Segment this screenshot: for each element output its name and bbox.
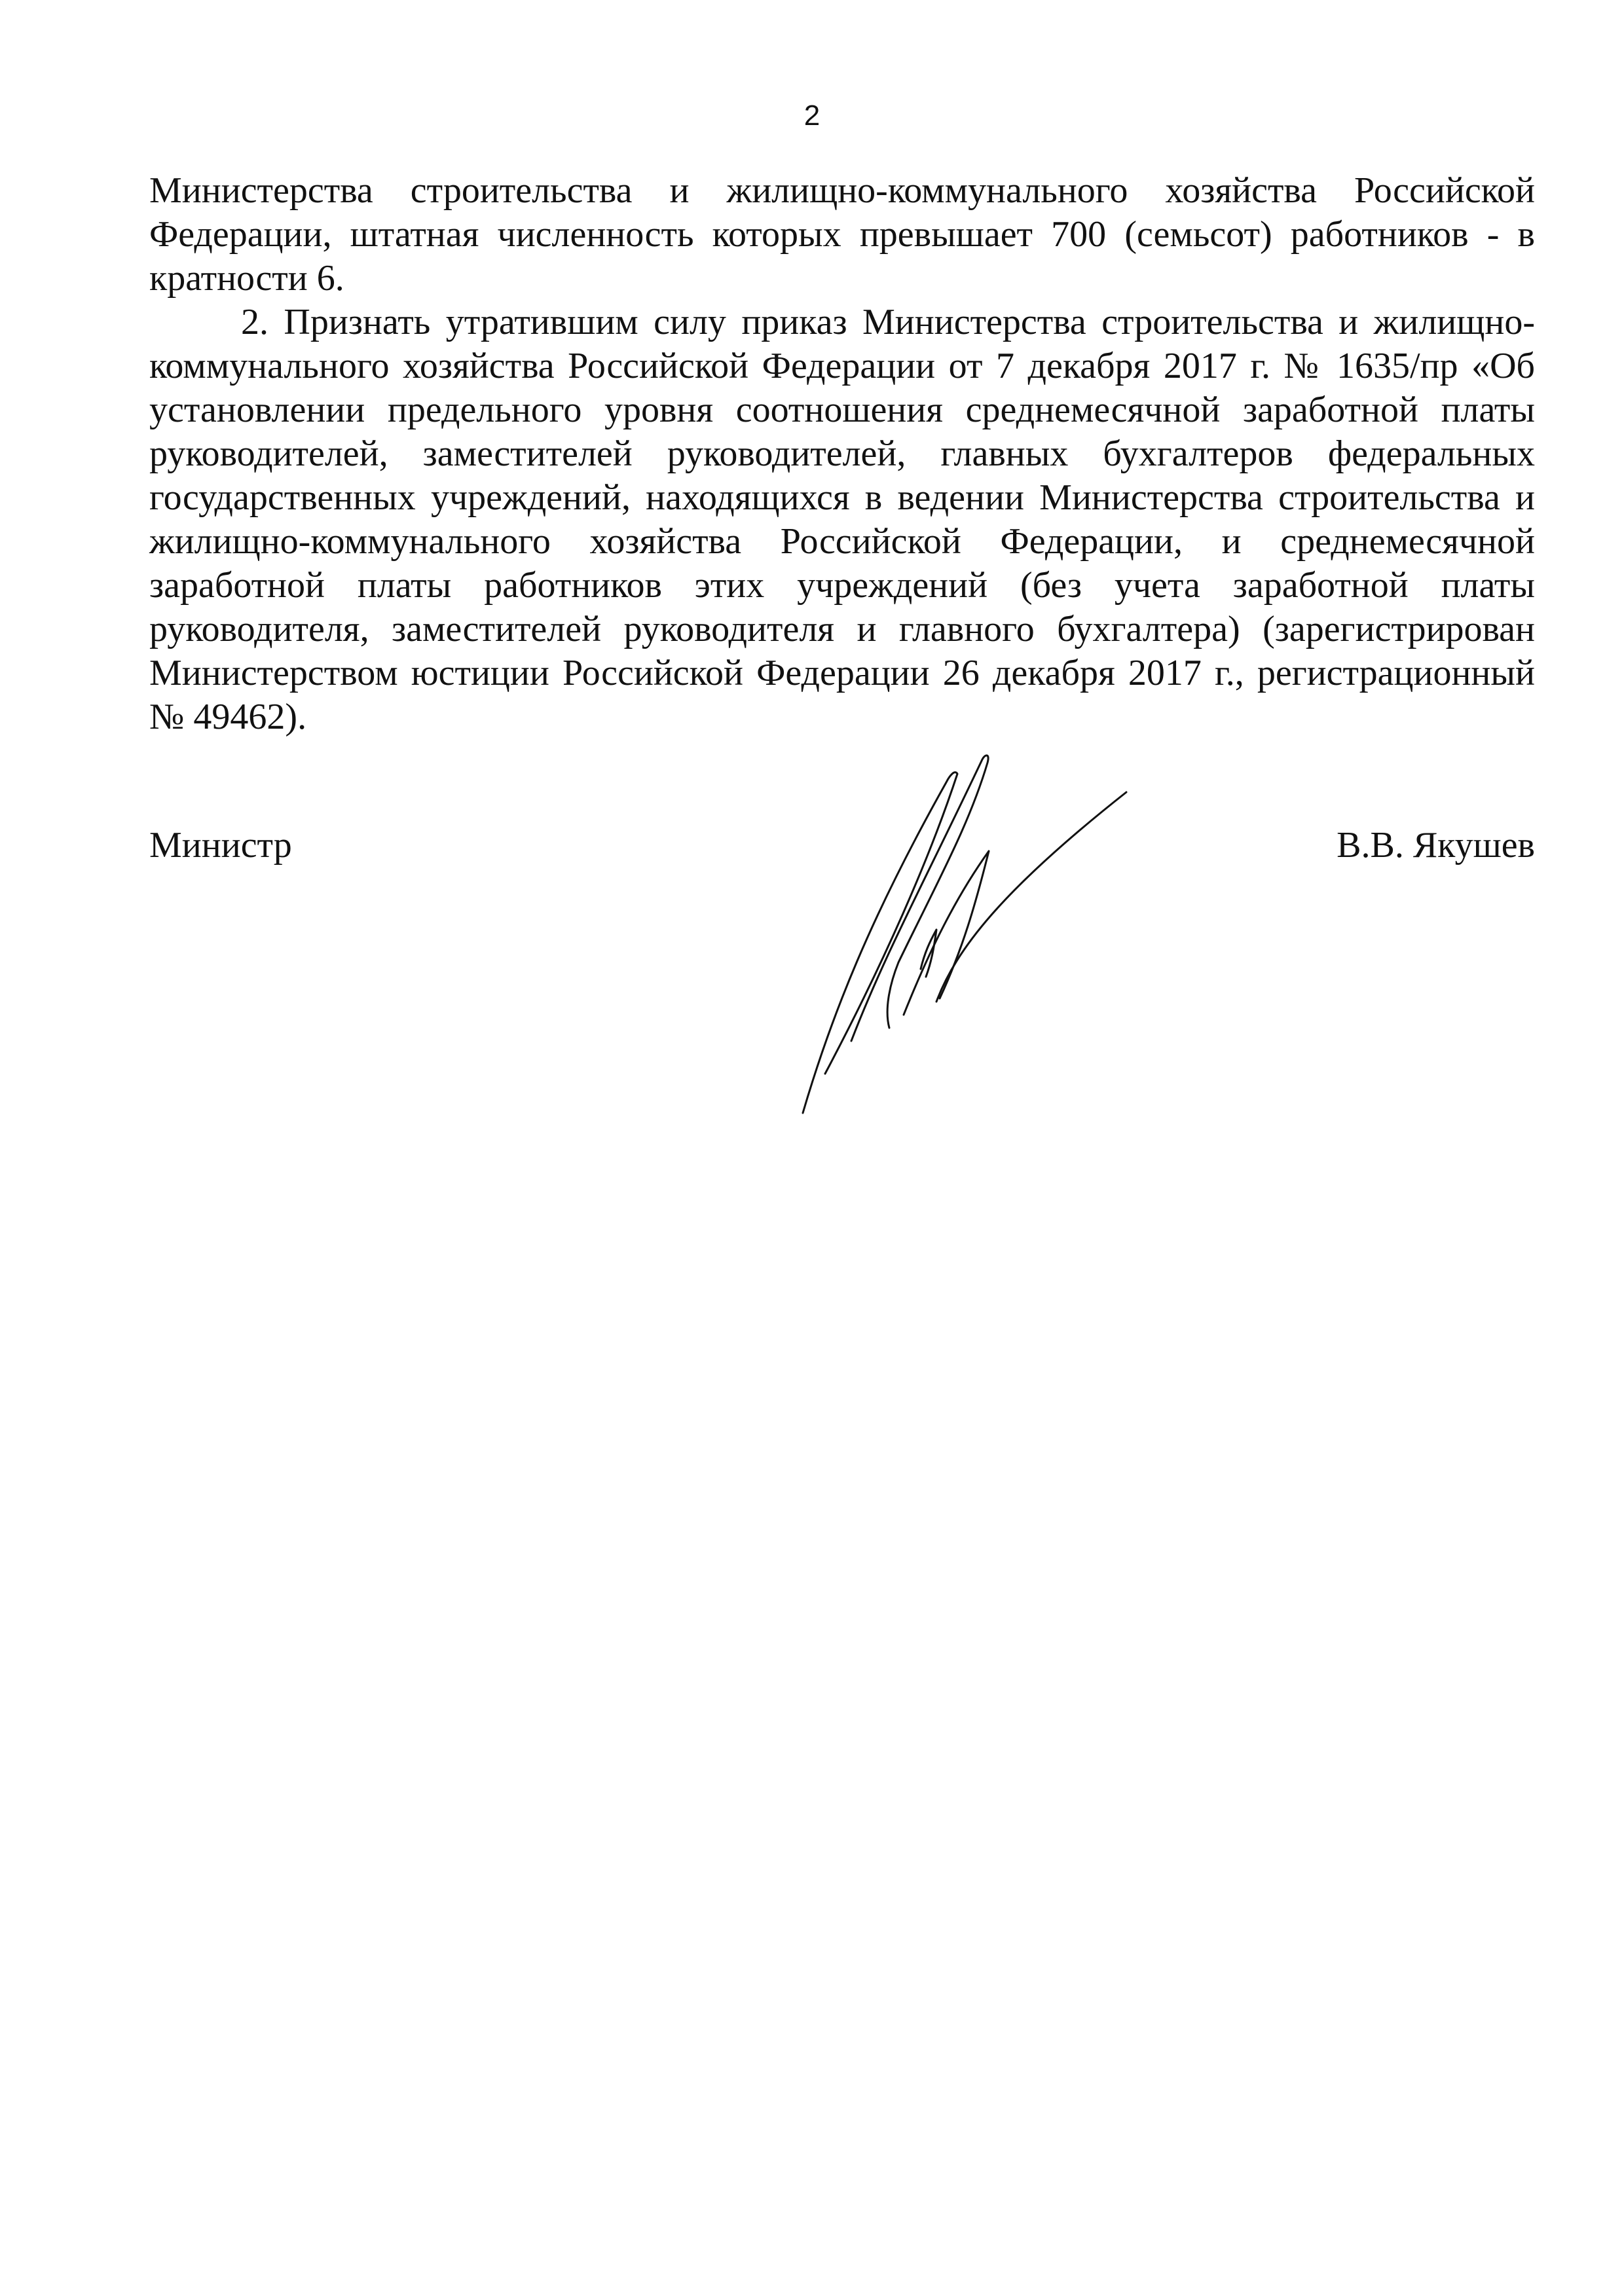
page-number: 2 <box>803 100 821 132</box>
document-body <box>149 169 1535 739</box>
paragraph-continued: Министерства строительства и жилищно-коммунального хозяйства Российской Федерации, штатная численность которых превышает 700 (семьсот) работников - в кратности 6. <box>149 170 1535 299</box>
signer-name: В.В. Якушев <box>1337 825 1535 866</box>
signer-position: Министр <box>149 825 292 866</box>
paragraph-2: 2. Признать утратившим силу приказ Министерства строительства и жилищно-коммунального хозяйства Российской Федерации от 7 декабря 2017 г. № 1635/пр «Об установлении предельного уровня соотношения среднемесячной заработной платы руководителей, заместителей руководителей, главных бухгалтеров федеральных государственных учреждений, находящихся в ведении Министерства строительства и жилищно-коммунального хозяйства Российской Федерации, и среднемесячной заработной платы работников этих учреждений (без учета заработной платы руководителя, заместителей руководителя и главного бухгалтера) (зарегистрирован Министерством юстиции Российской Федерации 26 декабря 2017 г., регистрационный № 49462). <box>149 302 1535 737</box>
handwritten-signature <box>786 733 1179 1126</box>
signature-stroke-2 <box>851 756 988 1041</box>
